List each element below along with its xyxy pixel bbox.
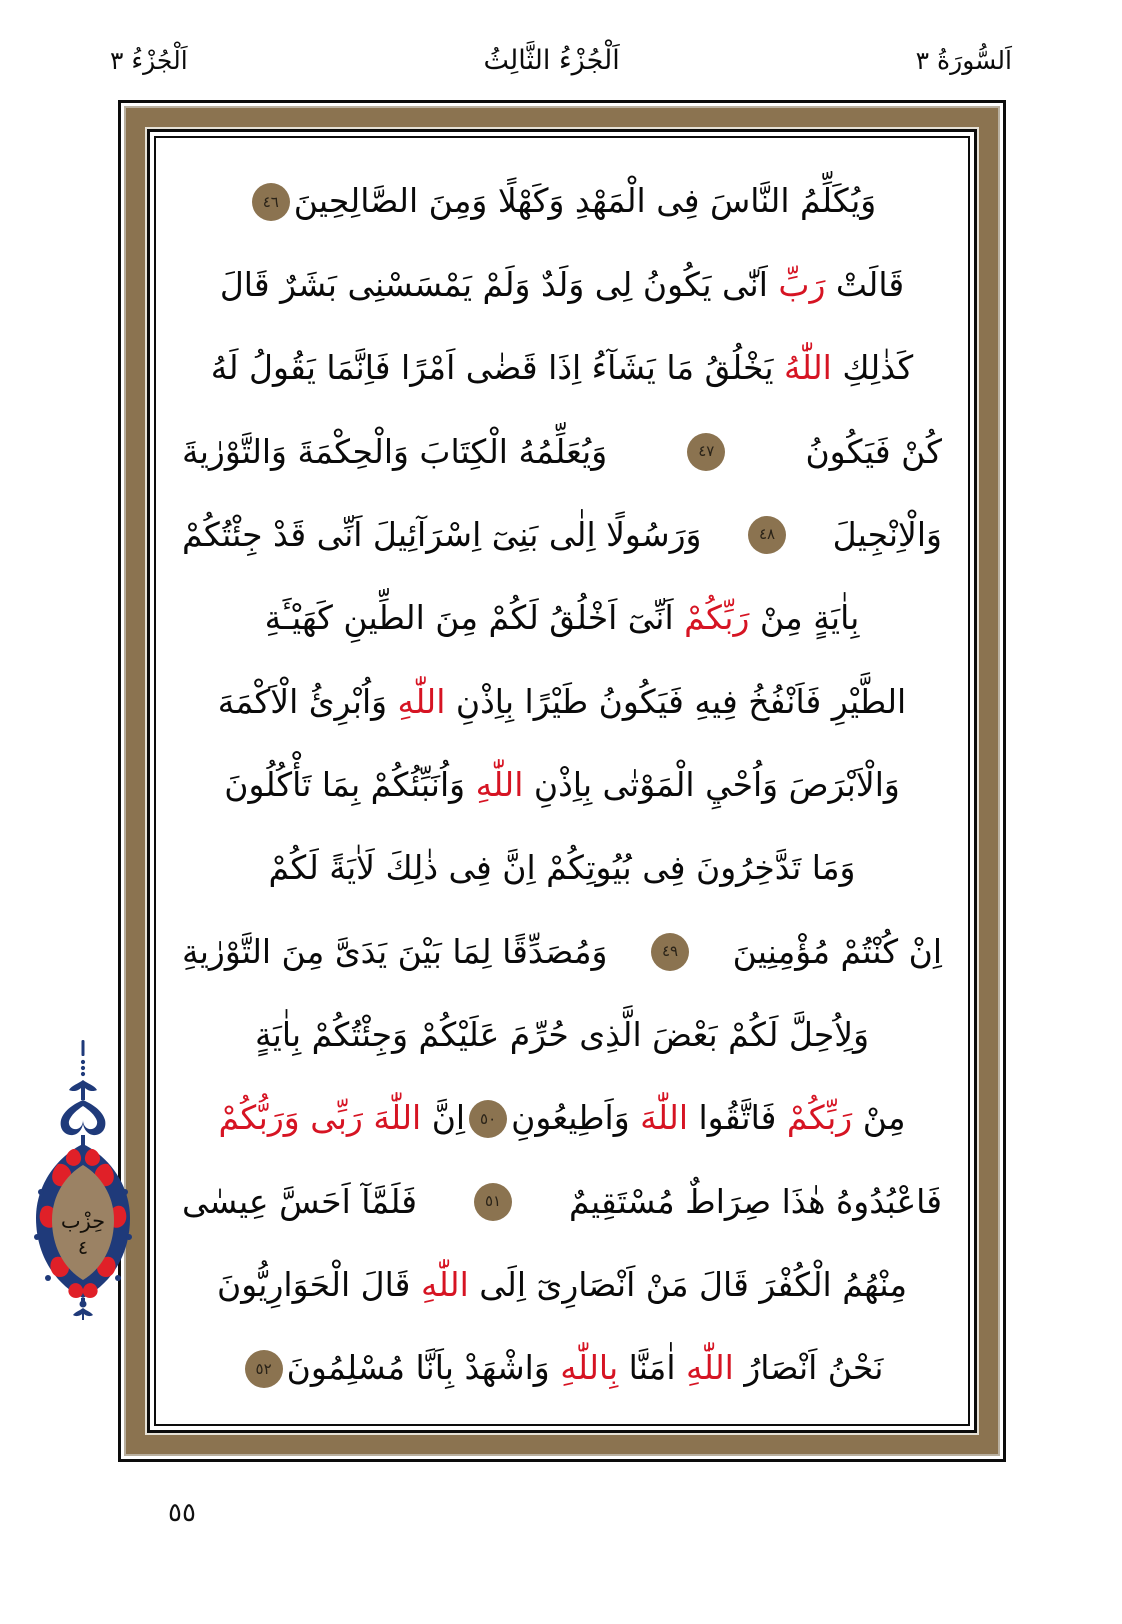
ayah-number: ٥١ (484, 1192, 502, 1211)
quran-text-block (156, 138, 968, 1424)
hizb-label-text: حِزْب (60, 1209, 106, 1233)
ayah-text-run (211, 349, 913, 387)
ayah-line (182, 1243, 942, 1326)
ayah-text-segment: اَنّٰى يَكُونُ لِى وَلَدٌ وَلَمْ يَمْسَسْنِى بَشَرٌ قَالَ (219, 265, 779, 305)
ayah-line (182, 410, 942, 493)
ayah-text-segment: بِاٰيَةٍ مِنْ (749, 598, 860, 638)
ayah-text-segment: اللّٰهِ (686, 1347, 734, 1387)
ayah-text-segment: وَمَا تَدَّخِرُونَ فِى بُيُوتِكُمْ اِنَّ فِى ذٰلِكَ لَاٰيَةً لَكُمْ (268, 848, 856, 888)
ayah-line (182, 910, 942, 993)
ayah-text-segment: وَاَطِيعُونِ (511, 1097, 641, 1137)
ayah-number: ٥٠ (480, 1109, 497, 1128)
header-juz-title: اَلْجُزْءُ الثَّالِثُ (483, 44, 620, 76)
ayah-text-segment: اللّٰهِ (397, 681, 446, 721)
hizb-number-text: ٤ (77, 1237, 89, 1259)
ayah-end-marker (469, 1100, 507, 1138)
page-frame-light-line (145, 127, 979, 1435)
ayah-text-segment: كَذٰلِكِ (831, 348, 914, 388)
page-frame-thin-line (124, 106, 1000, 1456)
ayah-end-marker (748, 516, 786, 554)
ayah-number: ٤٩ (661, 942, 679, 961)
ayah-text-segment: الطَّيْرِ فَاَنْفُخُ فِيهِ فَيَكُونُ طَيْرًا بِاِذْنِ (445, 681, 907, 721)
page-frame-gold-band (126, 108, 998, 1454)
header-juz-number: اَلْجُزْءُ ٣ (110, 45, 188, 75)
ayah-text-run (219, 1099, 906, 1139)
ayah-line (182, 743, 942, 826)
ayah-text-segment: رَبِّ (778, 265, 826, 305)
ayah-line (182, 243, 942, 326)
ayah-text-segment: مِنْهُمُ الْكُفْرَ قَالَ مَنْ اَنْصَارِىٓ اِلَى (468, 1264, 907, 1304)
ayah-text-segment: كُنْ فَيَكُونُ (805, 431, 942, 471)
ayah-text-segment: وَاشْهَدْ بِاَنَّا مُسْلِمُونَ (286, 1347, 561, 1387)
ayah-end-marker (245, 1350, 283, 1388)
ayah-end-marker (687, 433, 725, 471)
ayah-line (182, 160, 942, 243)
ayah-end-marker (474, 1183, 512, 1221)
ayah-text-segment: اٰمَنَّا (618, 1347, 686, 1387)
ayah-text-segment: رَبِّكُمْ (786, 1097, 853, 1137)
page-frame-inner-line-1 (147, 129, 977, 1433)
ayah-text-segment: اللّٰهَ رَبِّى وَرَبُّكُمْ (218, 1097, 422, 1137)
ayah-text-segment: فَاعْبُدُوهُ هٰذَا صِرَاطٌ مُسْتَقِيمٌ (569, 1181, 942, 1221)
ayah-text-segment: مِنْ (852, 1097, 906, 1137)
ayah-text-segment: اِنَّ (421, 1097, 466, 1137)
ayah-text-run (220, 266, 904, 304)
hizb-ornament (28, 1032, 138, 1322)
ayah-text-segment: فَلَمَّآ اَحَسَّ عِيسٰى (182, 1181, 418, 1221)
ayah-number: ٤٦ (262, 192, 279, 211)
ayah-text-segment: اللّٰهُ (784, 348, 832, 388)
ayah-end-marker (651, 933, 689, 971)
ayah-line (182, 327, 942, 410)
ayah-text-run (265, 599, 860, 637)
ayah-text-segment: وَاُبْرِئُ الْاَكْمَهَ (217, 681, 398, 721)
ayah-text-segment: وَمُصَدِّقًا لِمَا بَيْنَ يَدَىَّ مِنَ التَّوْرٰيةِ (182, 931, 608, 971)
ayah-text-run (218, 683, 906, 721)
ayah-text-segment: وَالْاِنْجِيلَ (832, 515, 942, 554)
ayah-line (182, 1077, 942, 1160)
ayah-text-run (248, 182, 876, 222)
ayah-text-run (241, 1349, 884, 1389)
ayah-line (182, 827, 942, 910)
ayah-text-segment: وَالْاَبْرَصَ وَاُحْيِ الْمَوْتٰى بِاِذْنِ (523, 764, 900, 804)
ayah-text-segment: اللّٰهِ (420, 1264, 469, 1304)
ayah-text-segment: قَالَ الْحَوَارِيُّونَ (217, 1264, 421, 1304)
ayah-text-segment: رَبِّكُمْ (684, 598, 750, 638)
ayah-text-run (269, 849, 856, 887)
ayah-line (182, 660, 942, 743)
ayah-text-segment: اَنِّىٓ اَخْلُقُ لَكُمْ مِنَ الطِّينِ كَهَيْـَٔةِ (264, 598, 685, 638)
page-number: ٥٥ (168, 1498, 196, 1528)
ayah-text-run (217, 1266, 907, 1304)
ayah-number: ٤٨ (759, 525, 776, 544)
ayah-text-segment: اللّٰهَ (640, 1097, 688, 1137)
ayah-text-segment: اِنْ كُنْتُمْ مُؤْمِنِينَ (732, 931, 942, 971)
ayah-text-segment: بِاللّٰهِ (560, 1347, 619, 1387)
ayah-text-run (255, 1016, 869, 1054)
ayah-text-segment: وَلِاُحِلَّ لَكُمْ بَعْضَ الَّذِى حُرِّمَ عَلَيْكُمْ وَجِئْتُكُمْ بِاٰيَةٍ (254, 1014, 870, 1054)
ayah-text-segment: وَرَسُولًا اِلٰى بَنِىٓ اِسْرَآئِيلَ اَنِّى قَدْ جِئْتُكُمْ (182, 515, 702, 554)
ayah-text-segment: وَيُعَلِّمُهُ الْكِتَابَ وَالْحِكْمَةَ وَالتَّوْرٰيةَ (182, 431, 608, 471)
ayah-line (182, 1160, 942, 1243)
ayah-end-marker (252, 183, 290, 221)
page-frame-inner-line-2 (154, 136, 970, 1426)
page-frame-gap-inner (150, 132, 974, 1430)
ayah-number: ٤٧ (698, 442, 715, 461)
ayah-line (182, 1327, 942, 1410)
ayah-line (182, 577, 942, 660)
ayah-text-segment: يَخْلُقُ مَا يَشَآءُ اِذَا قَضٰى اَمْرًا فَاِنَّمَا يَقُولُ لَهُ (210, 348, 784, 388)
ayah-text-segment: فَاتَّقُوا (687, 1097, 787, 1137)
header-surah-label: اَلسُّورَةُ ٣ (915, 45, 1012, 75)
ayah-text-segment: نَحْنُ اَنْصَارُ (733, 1347, 884, 1387)
ayah-text-segment: وَاُنَبِّئُكُمْ بِمَا تَأْكُلُونَ (224, 764, 476, 804)
page-frame-gap-outer (121, 103, 1003, 1459)
ayah-text-run (224, 766, 900, 804)
ayah-line (182, 493, 942, 576)
ayah-text-segment: وَيُكَلِّمُ النَّاسَ فِى الْمَهْدِ وَكَهْلًا وَمِنَ الصَّالِحِينَ (293, 180, 877, 220)
ayah-line (182, 993, 942, 1076)
ayah-number: ٥٢ (255, 1359, 272, 1378)
ayah-text-segment: قَالَتْ (825, 265, 905, 305)
page-frame-outer (118, 100, 1006, 1462)
ayah-text-segment: اللّٰهِ (475, 764, 524, 804)
page-header (110, 38, 1012, 82)
